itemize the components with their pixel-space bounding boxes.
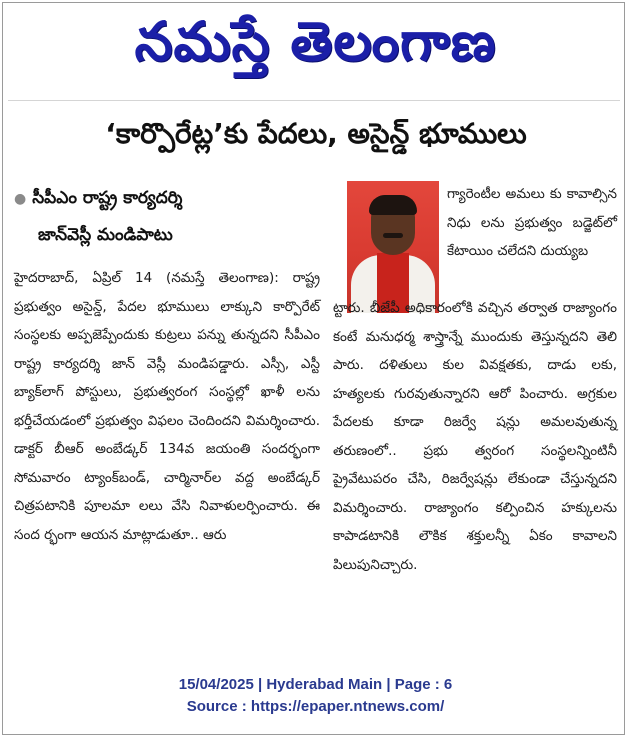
article-text-right <box>333 294 617 579</box>
subhead-line-2: జాన్‌వెస్లీ మండిపాటు <box>38 225 173 245</box>
article-text-left <box>14 264 320 549</box>
bullet-icon: ● <box>14 191 27 207</box>
footer-source: Source : https://epaper.ntnews.com/ <box>186 698 445 715</box>
photo-hair <box>369 195 417 215</box>
newspaper-masthead: నమస్తే తెలంగాణ <box>134 9 497 73</box>
clipping-footer <box>0 674 631 718</box>
paragraph: గ్యారెంటీల అమలు కు కావాల్సిన నిధు లను ప్రభుత్వం బడ్జెట్‌లో కేటాయిం చలేదని దుయ్యబ <box>447 186 617 259</box>
article-headline: ‘కార్పొరేట్ల’కు పేదలు, అసైన్డ్ భూములు <box>105 117 527 150</box>
headline-divider <box>8 100 620 101</box>
paragraph: ట్టారు. బీజేపీ అధికారంలోకి వచ్చిన తర్వాత రాజ్యాంగం కంటే మనుధర్మ శాస్త్రాన్నే ముందుకు తెస్తున్నదని తెలి పారు. దళితులు కుల వివక్షతకు, దాడు లకు, హత్యలకు గురవుతున్నారని ఆరో పించారు. అగ్రకుల పేదలకు కూడా రిజర్వే షన్లు అమలవుతున్న తరుణంలో.. ప్రభు త్వరంగ సంస్థలన్నింటినీ ప్రైవేటుపరం చేసి, రిజర్వేషన్లు లేకుండా చేస్తున్నదని విమర్శించారు. రాజ్యాంగం కల్పించిన హక్కులను కాపాడటానికి లౌకిక శక్తులన్నీ ఏకం కావాలని పిలుపునిచ్చారు. <box>333 300 617 573</box>
photo-moustache <box>383 233 403 238</box>
footer-date-edition: 15/04/2025 | Hyderabad Main | Page : 6 <box>178 676 453 693</box>
article-text-right-top <box>447 180 617 266</box>
article-subhead <box>14 180 319 253</box>
subhead-line-1: సీపీఎం రాష్ట్ర కార్యదర్శి <box>32 188 183 208</box>
paragraph: హైదరాబాద్, ఏప్రిల్ 14 (నమస్తే తెలంగాణ): రాష్ట్ర ప్రభుత్వం అసైన్డ్, పేదల భూములు లాక్కుని కార్పొరేట్ సంస్థలకు అప్పజెప్పేందుకు కుట్రలు పన్ను తున్నదని సీపీఎం రాష్ట్ర కార్యదర్శి జాన్ వెస్లీ మండిపడ్డారు. ఎస్సీ, ఎస్టీ బ్యాక్‌లాగ్ పోస్టులు, ప్రభుత్వరంగ సంస్థల్లో ఖాళీ లను భర్తీచేయడంలో ప్రభుత్వం విఫలం చెందిందని విమర్శించారు. డాక్టర్ బీఆర్ అంబేడ్కర్ 134వ జయంతి సందర్భంగా సోమవారం ట్యాంక్‌బండ్, చార్మినార్‌ల వద్ద అంబేడ్కర్ చిత్రపటానికి పూలమా లలు వేసి నివాళులర్పించారు. ఈ సంద ర్భంగా ఆయన మాట్లాడుతూ.. ఆరు <box>14 270 320 543</box>
